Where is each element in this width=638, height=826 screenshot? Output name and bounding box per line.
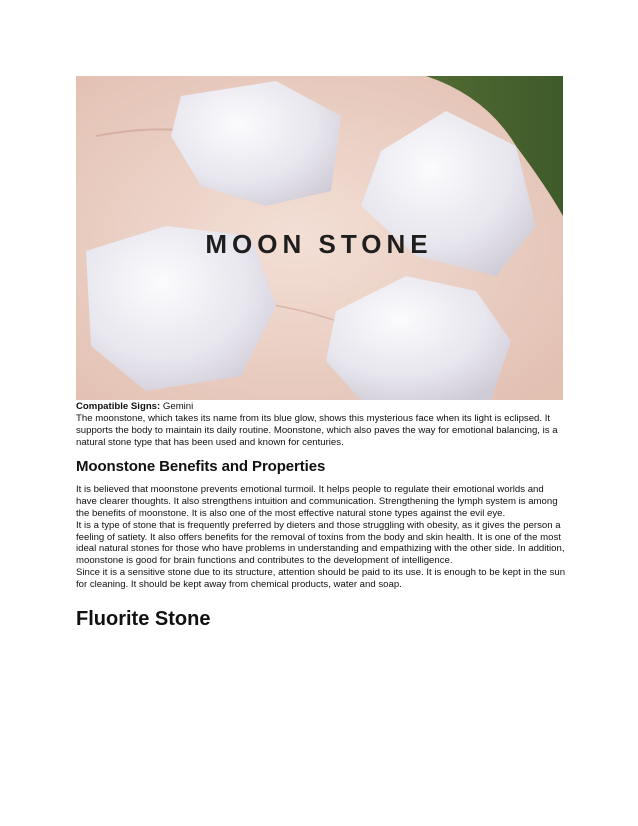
- compatible-signs-label: Compatible Signs:: [76, 401, 161, 412]
- benefits-heading: Moonstone Benefits and Properties: [76, 458, 326, 476]
- benefits-paragraph-2: It is a type of stone that is frequently preferred by dieters and those struggling with obesity, as it gives the person a feeling of satiety. It also offers benefits for the removal of toxins from the body and skin health. It is one of the most ideal natural stones for those who have problems in understanding and empathizing with the other side. In addition, moonstone is good for brain functions and contributes to the development of intelligence.: [76, 519, 565, 567]
- moonstone-photo: [76, 76, 563, 400]
- benefits-paragraph-1: It is believed that moonstone prevents emotional turmoil. It helps people to regulate their emotional worlds and have clearer thoughts. It also strengthens intuition and communication. Strengthening the lymph system is among the benefits of moonstone. It is also one of the most effective natural stone types against the evil eye.: [76, 484, 558, 519]
- benefits-paragraph-3: Since it is a sensitive stone due to its structure, attention should be paid to its use. It is enough to be kept in the sun for cleaning. It should be kept away from chemical products, water and soap.: [76, 566, 566, 590]
- article-body: [76, 401, 566, 631]
- photo-overlay-title: MOON STONE: [205, 229, 433, 259]
- compatible-signs-value: Gemini: [162, 401, 194, 412]
- intro-paragraph: The moonstone, which takes its name from its blue glow, shows this mysterious face when its light is eclipsed. It supports the body to maintain its daily routine. Moonstone, which also paves the way for emotional balancing, is a natural stone type that has been used and known for centuries.: [76, 413, 558, 448]
- fluorite-heading: Fluorite Stone: [76, 607, 211, 630]
- compatible-signs-line: [76, 401, 566, 413]
